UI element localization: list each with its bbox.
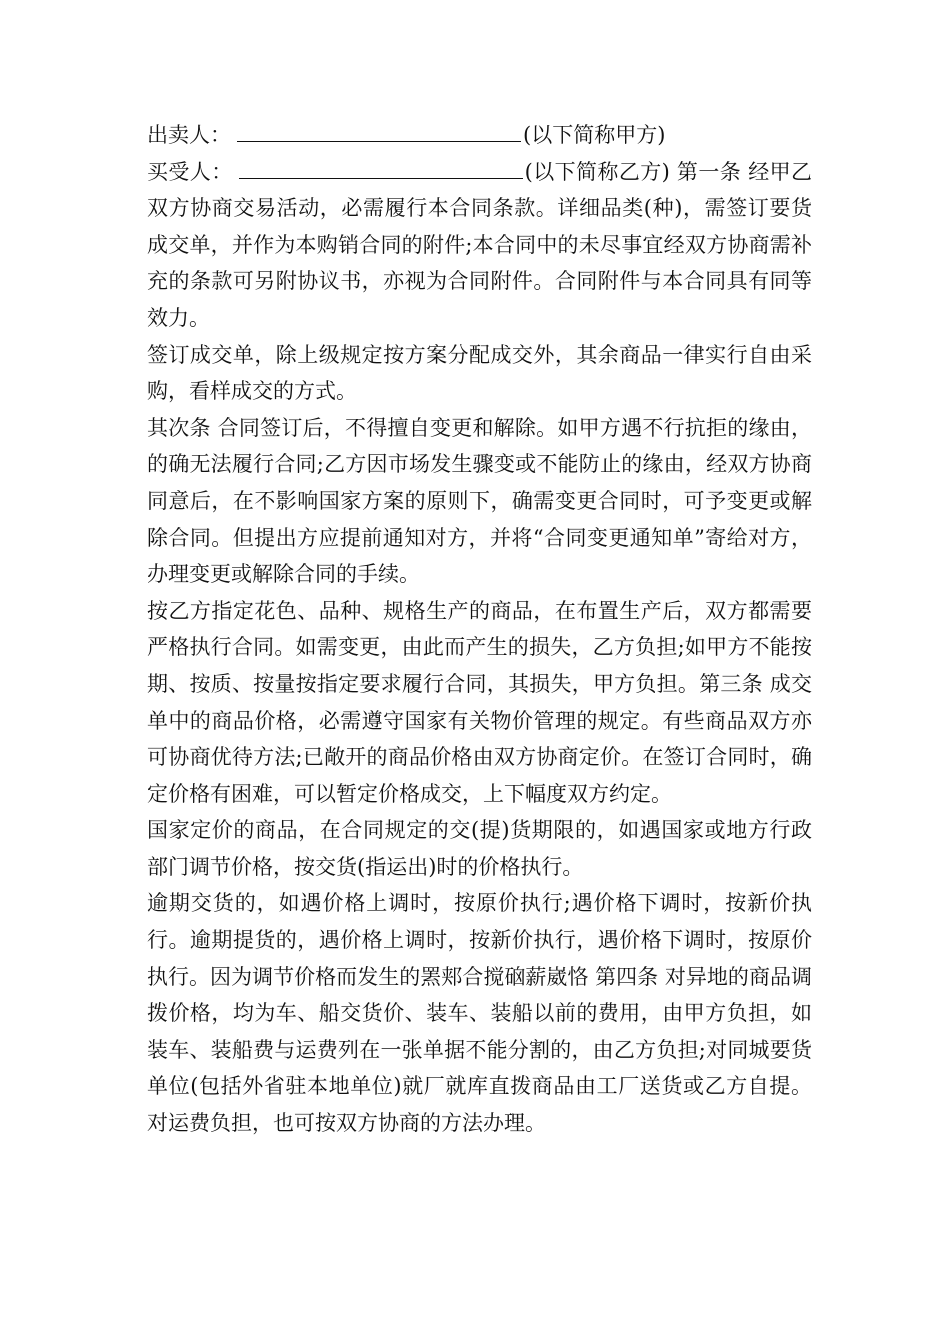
seller-suffix: (以下简称甲方): [523, 123, 666, 147]
article-one-text: 第一条 经甲乙双方协商交易活动，必需履行本合同条款。详细品类(种)，需签订要货成交单，并作为本购销合同的附件;本合同中的未尽事宜经双方协商需补充的条款可另附协议书，亦视为合同附件。合同附件与本合同具有同等效力。: [147, 159, 813, 330]
buyer-line: [147, 154, 812, 337]
contract-body: [147, 117, 812, 1142]
buyer-label: 买受人：: [147, 159, 233, 184]
seller-line: [147, 117, 812, 154]
buyer-suffix: (以下简称乙方): [524, 159, 670, 184]
paragraph: 其次条 合同签订后，不得擅自变更和解除。如甲方遇不行抗拒的缘由，的确无法履行合同;乙方因市场发生骤变或不能防止的缘由，经双方协商同意后，在不影响国家方案的原则下，确需变更合同时，可予变更或解除合同。但提出方应提前通知对方，并将“合同变更通知单”寄给对方，办理变更或解除合同的手续。: [147, 415, 812, 587]
seller-label: 出卖人：: [147, 123, 231, 147]
paragraph: 签订成交单，除上级规定按方案分配成交外，其余商品一律实行自由采购，看样成交的方式。: [147, 342, 812, 404]
paragraph: 国家定价的商品，在合同规定的交(提)货期限的，如遇国家或地方行政部门调节价格，按交货(指运出)时的价格执行。: [147, 818, 812, 879]
paragraph: 按乙方指定花色、品种、规格生产的商品，在布置生产后，双方都需要严格执行合同。如需变更，由此而产生的损失，乙方负担;如甲方不能按期、按质、按量按指定要求履行合同，其损失，甲方负担。第三条 成交单中的商品价格，必需遵守国家有关物价管理的规定。有些商品双方亦可协商优待方法;已敞开的商品价格由双方协商定价。在签订合同时，确定价格有困难，可以暂定价格成交，上下幅度双方约定。: [147, 598, 812, 806]
buyer-blank: [239, 156, 523, 179]
seller-blank: [237, 119, 521, 142]
paragraph: 逾期交货的，如遇价格上调时，按原价执行;遇价格下调时，按新价执行。逾期提货的，遇价格上调时，按新价执行，遇价格下调时，按原价执行。因为调节价格而发生的罴郏合搅硇薪崴恪 第四条 对异地的商品调拨价格，均为车、船交货价、装车、装船以前的费用，由甲方负担，如装车、装船费与运费列在一张单据不能分割的，由乙方负担;对同城要货单位(包括外省驻本地单位)就厂就库直拨商品由工厂送货或乙方自提。对运费负担，也可按双方协商的方法办理。: [147, 891, 812, 1136]
